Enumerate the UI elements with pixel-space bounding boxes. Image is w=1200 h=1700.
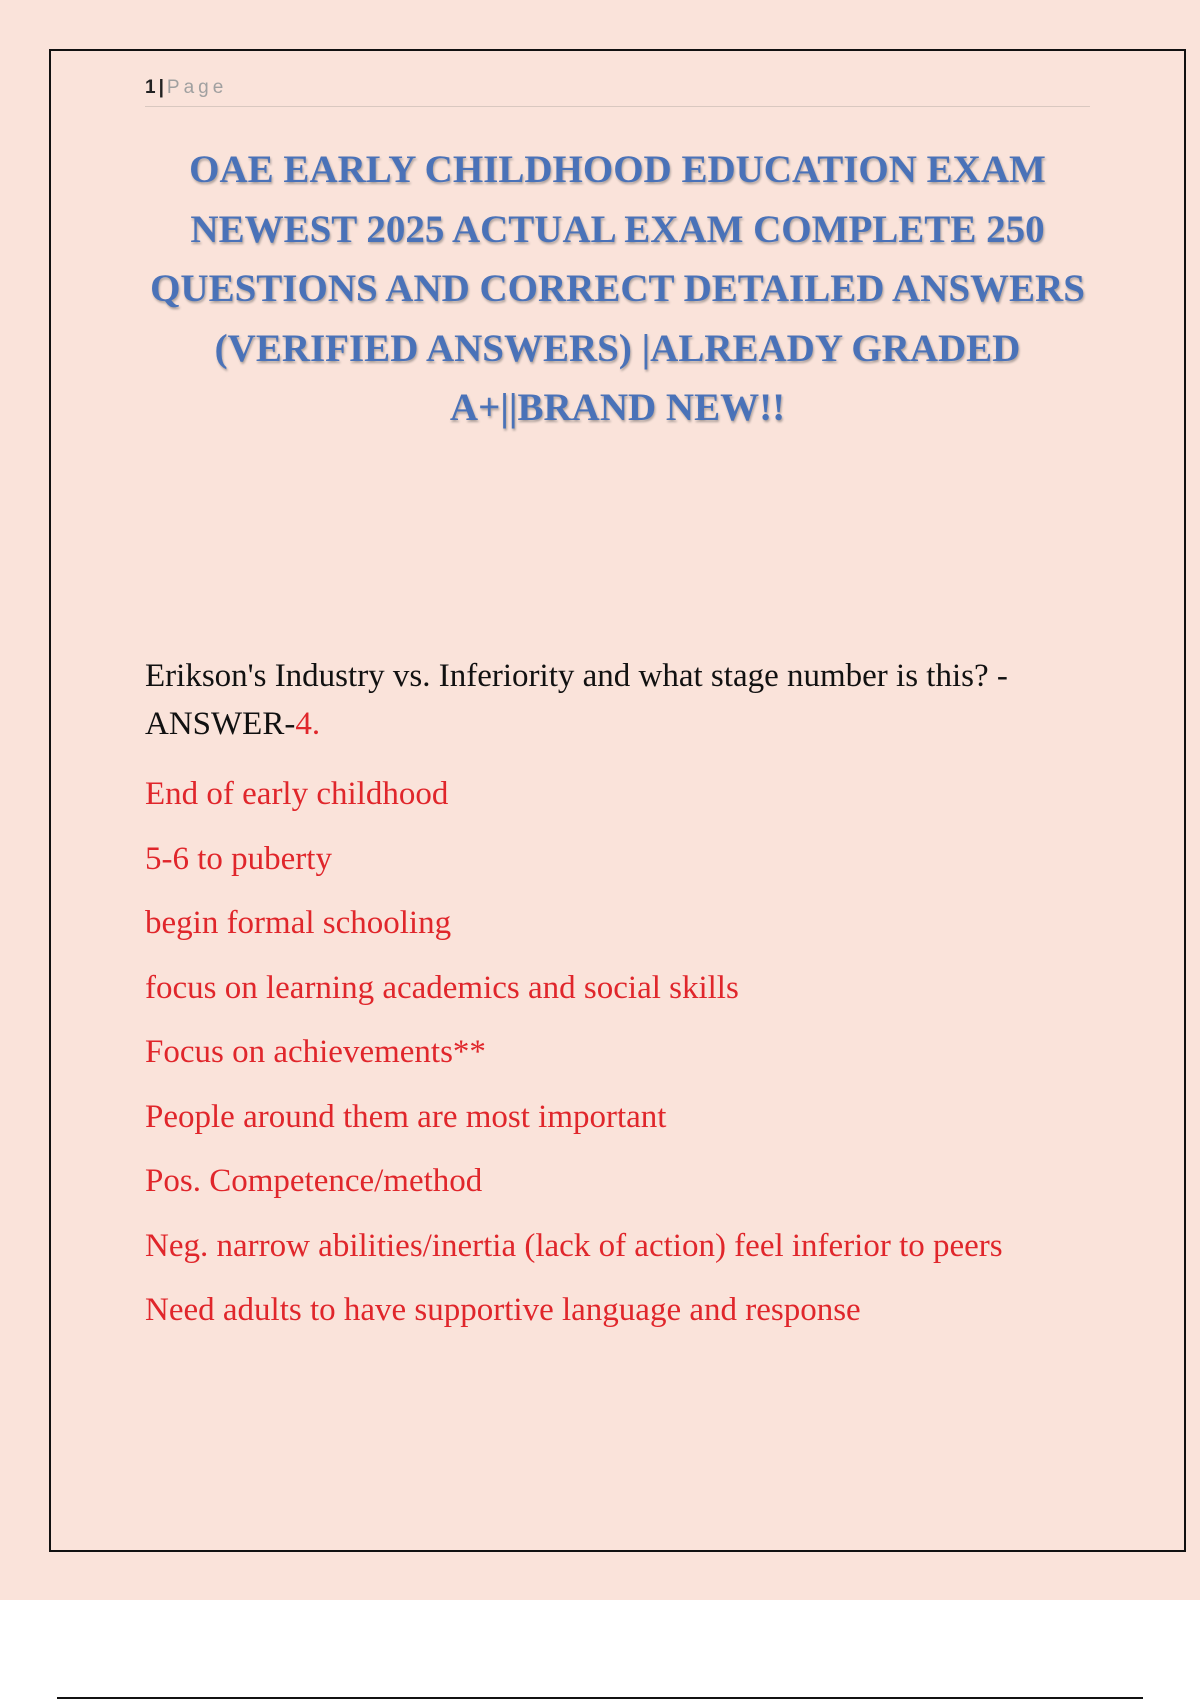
page-separator: | (158, 77, 164, 98)
page-label: Page (166, 77, 228, 98)
page-number: 1 (145, 77, 156, 98)
detail-line: focus on learning academics and social skills (145, 969, 739, 1006)
detail-line: Focus on achievements** (145, 1034, 486, 1070)
question-prompt: Erikson's Industry vs. Inferiority and what stage number is this? - ANSWER- (145, 658, 1008, 742)
page-header (145, 74, 1090, 107)
detail-line: End of early childhood (145, 776, 449, 812)
question-block (145, 652, 1105, 748)
answer-value: 4. (295, 706, 321, 742)
question-text (145, 652, 1105, 748)
detail-line: 5-6 to puberty (145, 840, 332, 877)
bottom-divider (57, 1697, 1143, 1699)
document-title: OAE EARLY CHILDHOOD EDUCATION EXAM NEWEST 2025 ACTUAL EXAM COMPLETE 250 QUESTIONS AND CORRECT DETAILED ANSWERS (VERIFIED ANSWERS) |ALREADY GRADED A+||BRAND NEW!! (150, 148, 1085, 429)
detail-line: Need adults to have supportive language and response (145, 1292, 861, 1328)
detail-line: begin formal schooling (145, 905, 452, 941)
detail-line: Pos. Competence/method (145, 1163, 483, 1199)
answer-details (145, 762, 1135, 1343)
detail-line: People around them are most important (145, 1098, 667, 1135)
detail-line: Neg. narrow abilities/inertia (lack of action) feel inferior to peers (145, 1227, 1003, 1264)
